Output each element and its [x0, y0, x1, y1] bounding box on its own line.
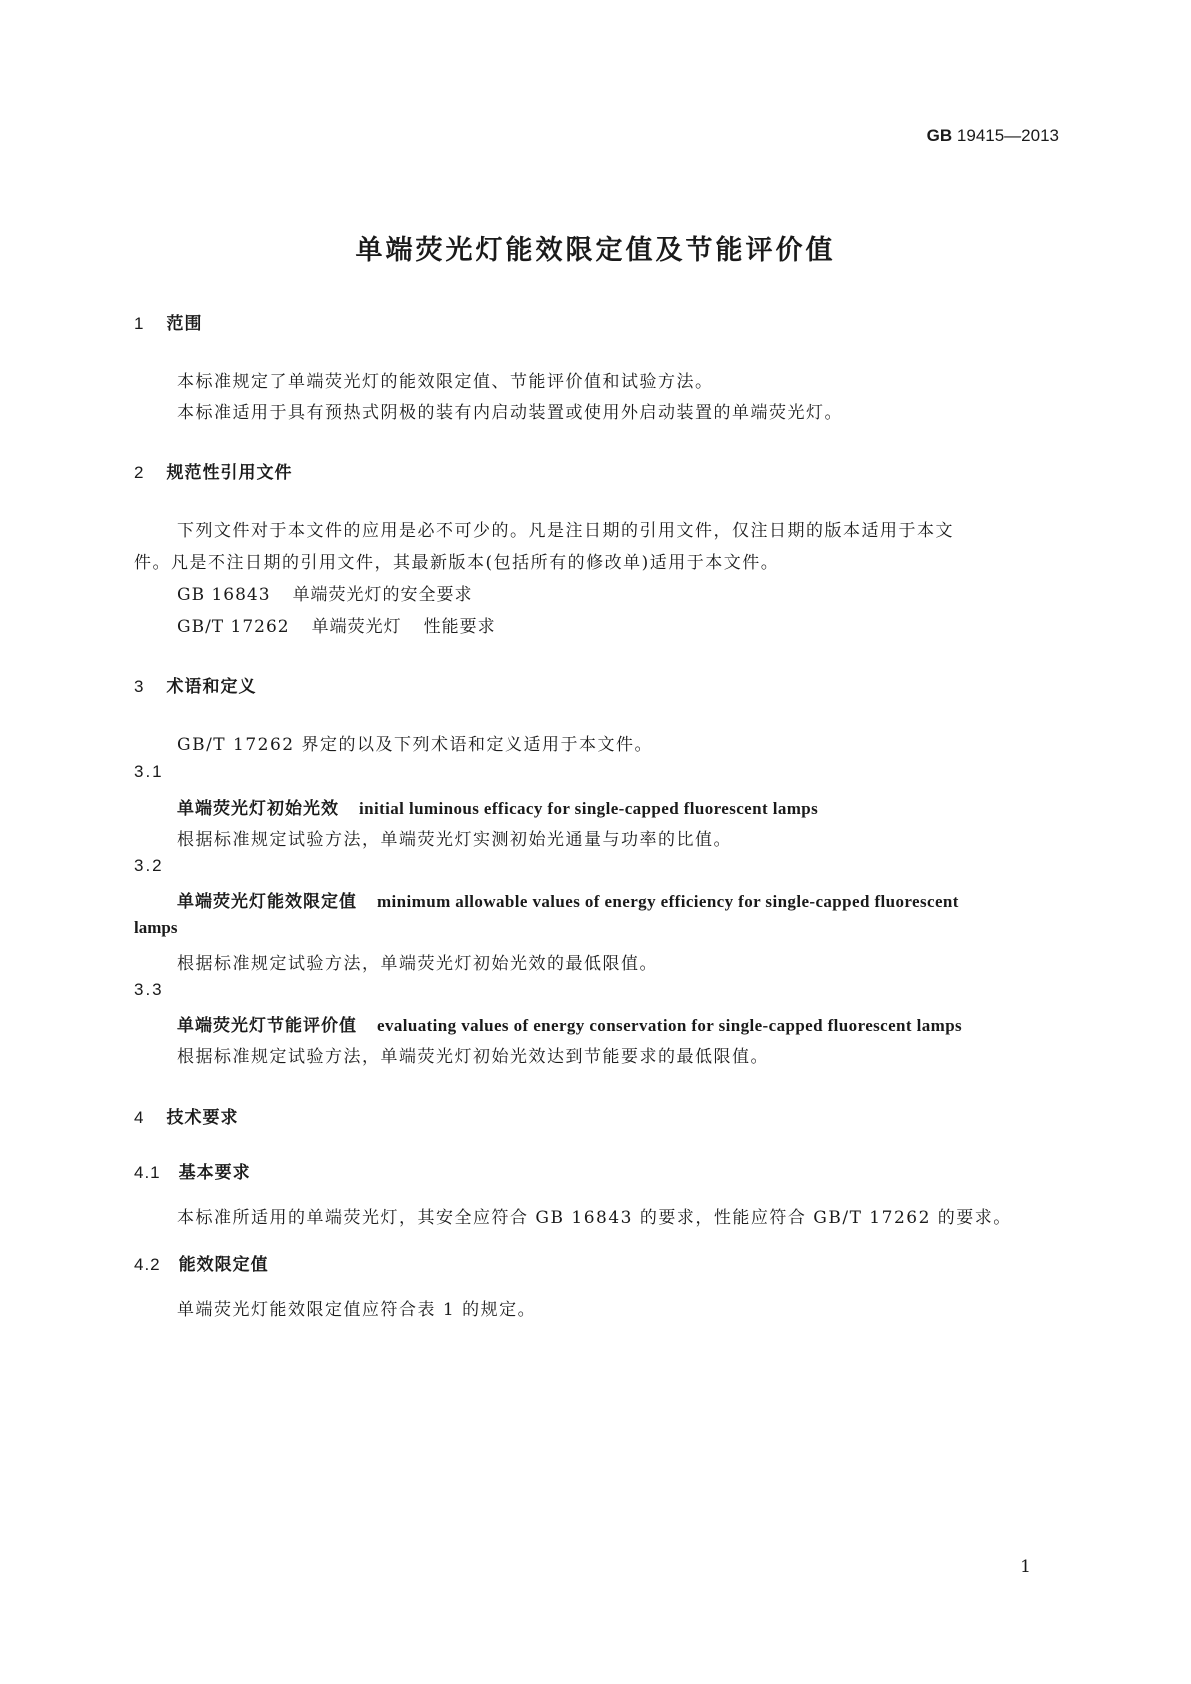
section-number: 4 — [134, 1108, 145, 1127]
term-definition: 根据标准规定试验方法，单端荧光灯实测初始光通量与功率的比值。 — [177, 830, 732, 850]
section-number: 2 — [134, 463, 145, 482]
term-entry — [177, 1011, 962, 1036]
term-chinese: 单端荧光灯能效限定值 — [177, 892, 357, 912]
page-number: 1 — [1020, 1557, 1031, 1577]
normative-reference — [177, 612, 496, 637]
term-entry — [177, 887, 959, 912]
standard-prefix: GB — [926, 126, 953, 145]
normative-reference — [177, 580, 473, 605]
term-definition: 根据标准规定试验方法，单端荧光灯初始光效的最低限值。 — [177, 954, 658, 974]
term-chinese: 单端荧光灯初始光效 — [177, 799, 339, 819]
subsection-4-1-heading — [134, 1158, 251, 1183]
term-definition: 根据标准规定试验方法，单端荧光灯初始光效达到节能要求的最低限值。 — [177, 1047, 769, 1067]
section-title: 术语和定义 — [166, 677, 257, 697]
term-number: 3.2 — [134, 856, 164, 875]
reference-code: GB/T 17262 — [177, 617, 290, 637]
term-entry — [177, 794, 818, 819]
section-4-heading — [134, 1103, 238, 1128]
reference-subtitle: 性能要求 — [423, 617, 496, 637]
term-chinese: 单端荧光灯节能评价值 — [177, 1016, 357, 1036]
section-title: 范围 — [166, 314, 203, 334]
subsection-number: 4.1 — [134, 1163, 161, 1182]
term-english: minimum allowable values of energy efficiency for single-capped fluorescent — [377, 892, 959, 911]
term-english-continuation: lamps — [134, 918, 178, 937]
document-title: 单端荧光灯能效限定值及节能评价值 — [355, 235, 836, 266]
standard-code — [927, 126, 1059, 146]
term-english: evaluating values of energy conservation for single-capped fluorescent lamps — [377, 1016, 963, 1035]
term-english: initial luminous efficacy for single-capped fluorescent lamps — [359, 799, 819, 818]
reference-title: 单端荧光灯 — [311, 617, 402, 637]
section-2-heading — [134, 458, 292, 483]
standard-number: 19415—2013 — [956, 126, 1059, 145]
subsection-4-2-paragraph: 单端荧光灯能效限定值应符合表 1 的规定。 — [177, 1300, 537, 1320]
section-number: 1 — [134, 314, 145, 333]
section-1-heading — [134, 309, 202, 334]
reference-title: 单端荧光灯的安全要求 — [292, 585, 473, 605]
section-2-paragraph-line-2: 件。凡是不注日期的引用文件，其最新版本(包括所有的修改单)适用于本文件。 — [134, 553, 780, 573]
subsection-4-2-heading — [134, 1250, 269, 1275]
section-3-intro: GB/T 17262 界定的以及下列术语和定义适用于本文件。 — [177, 735, 654, 755]
section-3-heading — [134, 672, 256, 697]
subsection-title: 基本要求 — [178, 1163, 251, 1183]
reference-code: GB 16843 — [177, 585, 271, 605]
subsection-number: 4.2 — [134, 1255, 161, 1274]
section-title: 规范性引用文件 — [166, 463, 293, 483]
term-number: 3.3 — [134, 980, 164, 999]
section-1-paragraph-2: 本标准适用于具有预热式阴极的装有内启动装置或使用外启动装置的单端荧光灯。 — [177, 403, 843, 423]
section-2-paragraph-line-1: 下列文件对于本文件的应用是必不可少的。凡是注日期的引用文件，仅注日期的版本适用于本文 — [177, 521, 954, 541]
section-title: 技术要求 — [166, 1108, 239, 1128]
section-number: 3 — [134, 677, 145, 696]
term-number: 3.1 — [134, 762, 164, 781]
subsection-4-1-paragraph: 本标准所适用的单端荧光灯，其安全应符合 GB 16843 的要求，性能应符合 GB/T 17262 的要求。 — [177, 1208, 1012, 1228]
section-1-paragraph-1: 本标准规定了单端荧光灯的能效限定值、节能评价值和试验方法。 — [177, 372, 714, 392]
subsection-title: 能效限定值 — [178, 1255, 269, 1275]
